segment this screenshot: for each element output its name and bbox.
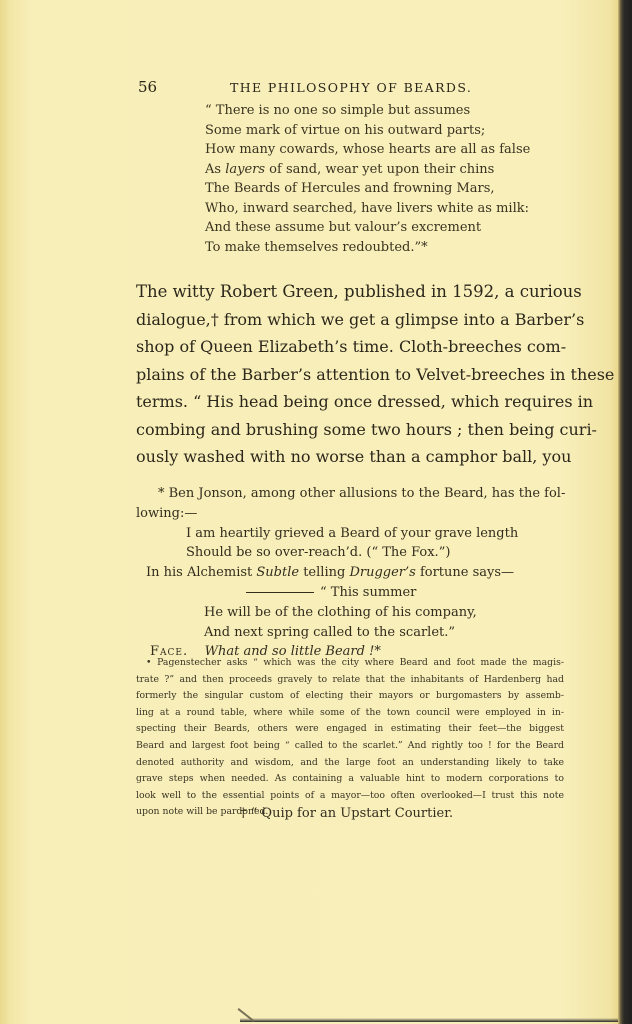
text-segment: fortune says—	[415, 565, 515, 581]
quoted-poem	[205, 101, 565, 257]
footnote-jonson	[136, 484, 564, 662]
footnote-small-line: specting their Beards, others were engaged in estimating their feet—the biggest	[136, 723, 564, 735]
text-segment: telling	[299, 565, 350, 581]
footnote-line: lowing:—	[136, 505, 198, 521]
footnote-pagenstecher	[136, 655, 564, 821]
poem-line: And these assume but valour’s excrement	[205, 220, 482, 235]
poem-line: The Beards of Hercules and frowning Mars,	[205, 181, 495, 196]
paragraph-line: combing and brushing some two hours ; then being curi-	[136, 419, 597, 439]
footnote-small-line: • Pagenstecher asks “ which was the city where Beard and foot made the magis-	[146, 657, 564, 668]
text-segment: “ This summer	[320, 584, 417, 600]
em-rule	[246, 592, 314, 593]
poem-line: “ There is no one so simple but assumes	[205, 103, 471, 118]
italic-name: Drugger’s	[349, 565, 416, 581]
footnote-small-line: denoted authority and wisdom, and the large foot an understanding likely to take	[136, 756, 564, 768]
footnote-small-line: Beard and largest foot being “ called to the scarlet.” And rightly too ! for the Beard	[136, 739, 564, 751]
footnote-verse: And next spring called to the scarlet.”	[204, 624, 456, 640]
paragraph-line: dialogue,† from which we get a glimpse into a Barber’s	[136, 309, 585, 329]
footnote-alchemist-line	[136, 563, 564, 583]
footnote-verse: I am heartily grieved a Beard of your grave length	[186, 525, 519, 541]
main-paragraph	[136, 278, 615, 471]
running-head: THE PHILOSOPHY OF BEARDS.	[230, 80, 473, 95]
page-number: 56	[138, 78, 158, 96]
footnote-verse: Should be so over-reach’d. (“ The Fox.”)	[186, 545, 451, 561]
page-header	[138, 78, 568, 98]
text-segment: In his Alchemist	[146, 565, 257, 581]
paragraph-line: terms. “ His head being once dressed, which requires in	[136, 392, 594, 411]
paragraph-line: The witty Robert Green, published in 1592, a curious	[136, 282, 582, 301]
poem-line: How many cowards, whose hearts are all as false	[205, 142, 531, 157]
footnote-verse: He will be of the clothing of his company,	[204, 604, 477, 620]
poem-line: To make themselves redoubted.”*	[205, 239, 428, 255]
footnote-small-line: look well to the essential points of a mayor—too often overlooked—I trust this note	[136, 789, 564, 801]
footnote-small-line: upon note will be pardoned.	[136, 806, 269, 818]
page-bottom-shadow	[240, 1018, 618, 1022]
poem-line-layers: As layers of sand, wear yet upon their chins	[205, 161, 495, 177]
speaker-text: What and so little Beard !*	[204, 644, 381, 660]
poem-line: Who, inward searched, have livers white as milk:	[205, 200, 529, 216]
book-spine-edge	[618, 0, 632, 1024]
footnote-quip: † “ Quip for an Upstart Courtier.	[240, 806, 454, 821]
footnote-small-line: trate ?” and then proceeds gravely to relate that the inhabitants of Hardenberg had	[136, 673, 564, 685]
footnote-line: * Ben Jonson, among other allusions to the Beard, has the fol-	[158, 486, 566, 501]
speaker-name: Face.	[150, 644, 189, 660]
poem-line: Some mark of virtue on his outward parts;	[205, 122, 486, 138]
italic-word: layers	[225, 161, 266, 177]
footnote-small-line: formerly the singular custom of electing their mayors or burgomasters by assemb-	[136, 690, 564, 702]
footnote-small-line: grave steps when needed. As containing a valuable hint to modern corporations to	[136, 773, 564, 785]
paragraph-line: plains of the Barber’s attention to Velvet-breeches in these	[136, 364, 615, 384]
italic-name: Subtle	[256, 565, 300, 581]
paragraph-line: shop of Queen Elizabeth’s time. Cloth-breeches com-	[136, 337, 567, 356]
footnote-small-line: ling at a round table, where while some of the town council were employed in in-	[136, 706, 564, 718]
paragraph-line: ously washed with no worse than a camphor ball, you	[136, 447, 572, 466]
footnote-dash-line	[136, 583, 564, 603]
